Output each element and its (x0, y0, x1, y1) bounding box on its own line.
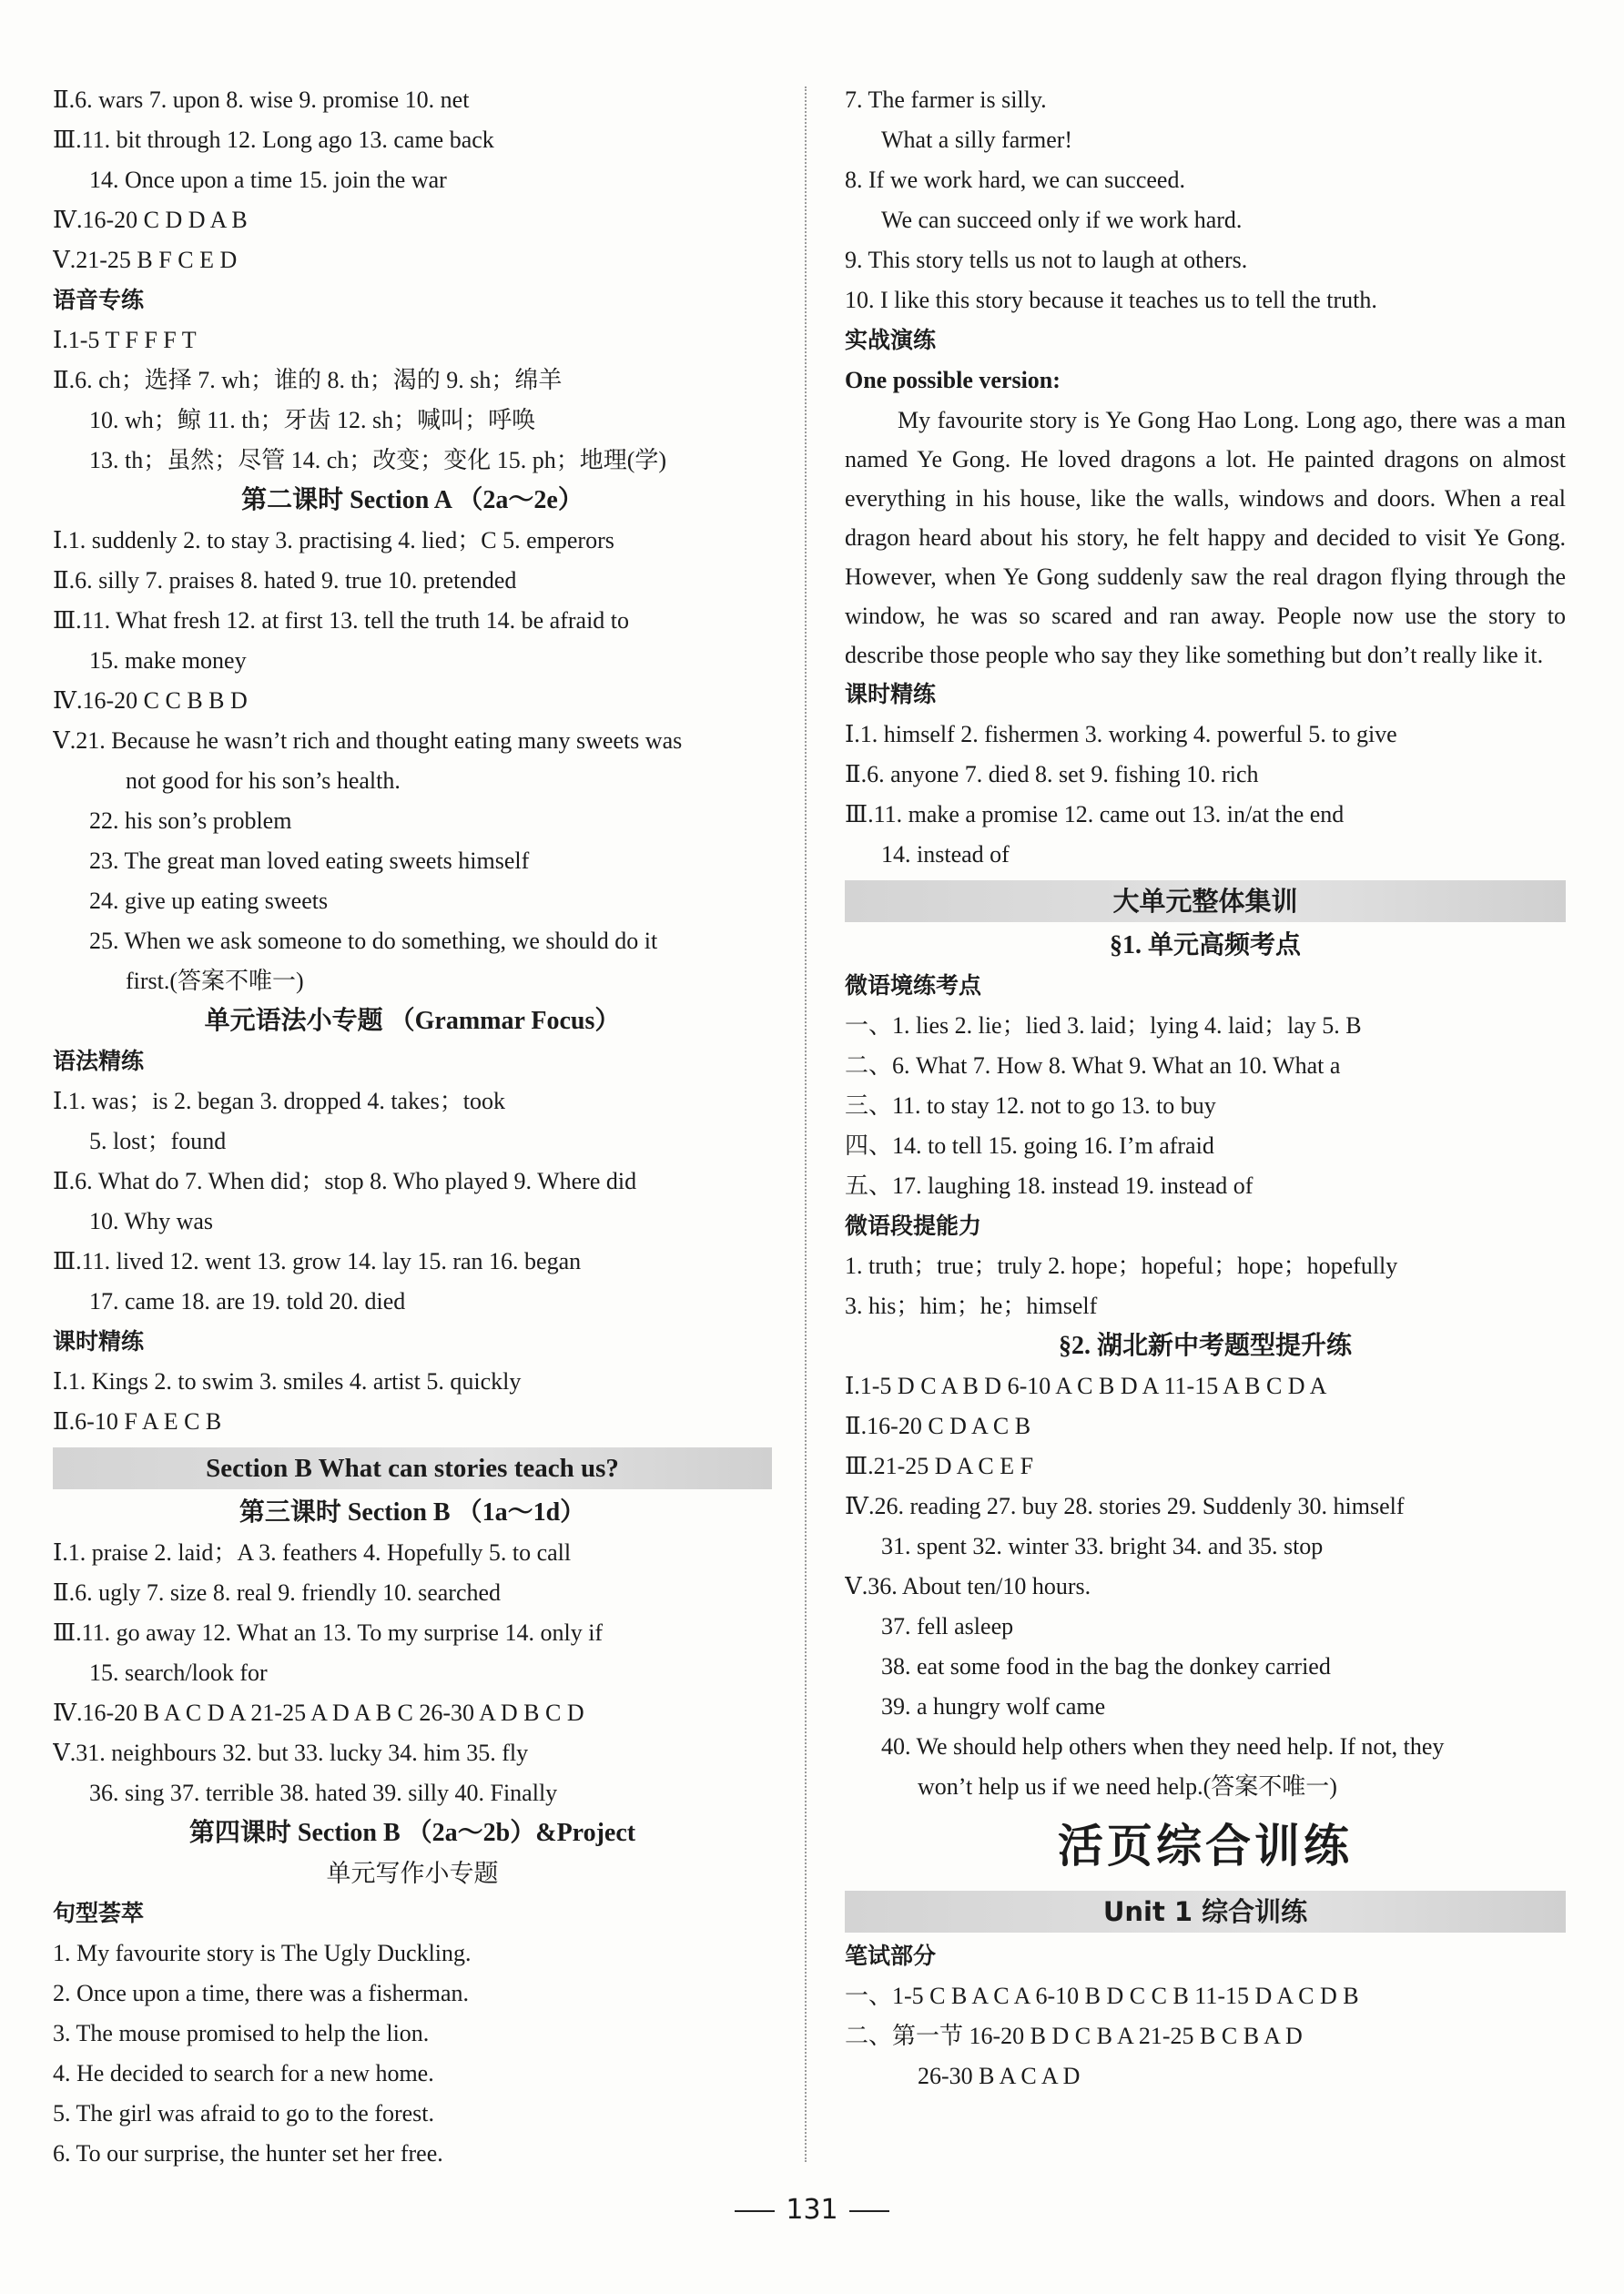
answer-line: 10. Why was (89, 1208, 214, 1234)
answer-line: Ⅴ.36. About ten/10 hours. (845, 1573, 1091, 1599)
answer-line: 14. Once upon a time 15. join the war (89, 167, 447, 193)
big-title: 活页综合训练 (1058, 1820, 1353, 1873)
answer-line: 13. th；虽然；尽管 14. ch；改变；变化 15. ph；地理(学) (89, 447, 667, 473)
answer-line: Ⅰ.1-5 D C A B D 6-10 A C B D A 11-15 A B C D A (845, 1373, 1327, 1399)
lesson-heading: 第二课时 Section A （2a～2e） (241, 486, 584, 514)
answer-line: Ⅱ.6-10 F A E C B (53, 1408, 222, 1435)
answer-line: Ⅱ.6. ch；选择 7. wh；谁的 8. th；渴的 9. sh；绵羊 (53, 367, 563, 393)
answer-line: Ⅰ.1. suddenly 2. to stay 3. practising 4. lied；C 5. emperors (53, 527, 614, 553)
answer-line: Ⅲ.21-25 D A C E F (845, 1453, 1034, 1479)
answer-line: 23. The great man loved eating sweets himself (89, 848, 530, 874)
answer-line: 17. came 18. are 19. told 20. died (89, 1288, 406, 1314)
subsection-heading: 笔试部分 (845, 1943, 937, 1969)
left-column (53, 80, 772, 2174)
page-number: 131 (786, 2194, 838, 2226)
answer-line: One possible version: (845, 367, 1061, 393)
lesson-heading: 第三课时 Section B （1a～1d） (239, 1498, 586, 1527)
answer-line: Ⅳ.16-20 C C B B D (53, 687, 248, 714)
lesson-heading: §1. 单元高频考点 (1109, 931, 1301, 959)
answer-line: Ⅳ.16-20 B A C D A 21-25 A D A B C 26-30 A D B C D (53, 1700, 584, 1726)
answer-line: 26-30 B A C A D (918, 2063, 1081, 2089)
right-top-block (845, 80, 1566, 401)
right-bottom-block (845, 675, 1566, 2096)
answer-line: Ⅱ.6. silly 7. praises 8. hated 9. true 10. pretended (53, 567, 517, 594)
answer-line: 一、1-5 C B A C A 6-10 B D C C B 11-15 D A C D B (845, 1983, 1359, 2009)
footer-dash-left (735, 2210, 775, 2212)
answer-line: 15. make money (89, 647, 247, 674)
answer-line: 38. eat some food in the bag the donkey carried (881, 1653, 1331, 1680)
answer-line: Ⅱ.6. wars 7. upon 8. wise 9. promise 10. net (53, 86, 470, 113)
answer-line: Ⅴ.31. neighbours 32. but 33. lucky 34. him 35. fly (53, 1740, 529, 1766)
answer-line: 1. truth；true；truly 2. hope；hopeful；hope；hopefully (845, 1253, 1398, 1279)
answer-line: 39. a hungry wolf came (881, 1693, 1106, 1720)
answer-line: Ⅳ.26. reading 27. buy 28. stories 29. Suddenly 30. himself (845, 1493, 1405, 1519)
answer-line: first.(答案不唯一) (126, 968, 304, 994)
lesson-heading: 单元语法小专题 （Grammar Focus） (204, 1007, 621, 1035)
answer-line: 四、14. to tell 15. going 16. I’m afraid (845, 1132, 1214, 1159)
essay-paragraph: My favourite story is Ye Gong Hao Long. Long ago, there was a man named Ye Gong. He loved dragons a lot. He painted dragons on almost everything in his house, like the walls, windows and doors. When a real dragon heard about his story, he felt happy and decided to visit Ye Gong. However, when Ye Gong suddenly saw the real dragon flying through the window, he was so scared and ran away. People now use the story to describe those people who say they like something but don’t really like it. (845, 407, 1566, 668)
answer-line: Ⅱ.6. anyone 7. died 8. set 9. fishing 10. rich (845, 761, 1259, 787)
answer-line: Ⅳ.16-20 C D D A B (53, 207, 248, 233)
answer-line: Ⅱ.6. ugly 7. size 8. real 9. friendly 10. searched (53, 1579, 502, 1606)
answer-line: 二、6. What 7. How 8. What 9. What an 10. What a (845, 1052, 1341, 1079)
page-footer (0, 2194, 1624, 2226)
subtitle: 单元写作小专题 (326, 1860, 499, 1887)
answer-line: Ⅲ.11. make a promise 12. came out 13. in/at the end (845, 801, 1345, 827)
subsection-heading: 句型荟萃 (53, 1900, 145, 1926)
subsection-heading: 微语段提能力 (845, 1213, 982, 1239)
answer-line: Ⅴ.21. Because he wasn’t rich and thought eating many sweets was (53, 727, 683, 754)
answer-line: 6. To our surprise, the hunter set her free. (53, 2140, 443, 2167)
answer-line: Ⅱ.6. What do 7. When did；stop 8. Who played 9. Where did (53, 1168, 637, 1194)
answer-line: not good for his son’s health. (126, 767, 401, 794)
answer-line: We can succeed only if we work hard. (881, 207, 1243, 233)
answer-line: 40. We should help others when they need help. If not, they (881, 1733, 1445, 1760)
answer-line: 25. When we ask someone to do something, we should do it (89, 928, 658, 954)
subsection-heading: 语法精练 (53, 1048, 145, 1074)
section-banner: Section B What can stories teach us? (53, 1447, 772, 1489)
answer-line: Ⅰ.1. himself 2. fishermen 3. working 4. powerful 5. to give (845, 721, 1397, 747)
answer-line: 8. If we work hard, we can succeed. (845, 167, 1185, 193)
lesson-heading: 第四课时 Section B （2a～2b）&Project (188, 1819, 636, 1847)
right-column (845, 80, 1566, 2096)
subsection-heading: 语音专练 (53, 287, 145, 313)
answer-line: Ⅴ.21-25 B F C E D (53, 247, 238, 273)
answer-line: 5. lost；found (89, 1128, 227, 1154)
answer-line: Ⅲ.11. lived 12. went 13. grow 14. lay 15. ran 16. began (53, 1248, 582, 1274)
answer-line: 1. My favourite story is The Ugly Duckling. (53, 1940, 472, 1966)
answer-line: 15. search/look for (89, 1660, 268, 1686)
answer-line: 3. The mouse promised to help the lion. (53, 2020, 430, 2046)
answer-line: 3. his；him；he；himself (845, 1293, 1098, 1319)
answer-line: won’t help us if we need help.(答案不唯一) (918, 1773, 1337, 1800)
subsection-heading: 课时精练 (845, 681, 937, 707)
answer-line: 5. The girl was afraid to go to the forest. (53, 2100, 435, 2127)
answer-line: Ⅲ.11. What fresh 12. at first 13. tell the truth 14. be afraid to (53, 607, 630, 634)
answer-line: 36. sing 37. terrible 38. hated 39. silly 40. Finally (89, 1780, 558, 1806)
answer-line: 五、17. laughing 18. instead 19. instead of (845, 1172, 1254, 1199)
answer-line: 二、第一节 16-20 B D C B A 21-25 B C B A D (845, 2023, 1303, 2049)
answer-line: Ⅰ.1-5 T F F F T (53, 327, 197, 353)
answer-line: Ⅰ.1. praise 2. laid；A 3. feathers 4. Hopefully 5. to call (53, 1539, 572, 1566)
answer-line: 一、1. lies 2. lie；lied 3. laid；lying 4. laid；lay 5. B (845, 1012, 1362, 1039)
answer-line: 37. fell asleep (881, 1613, 1014, 1639)
answer-line: 10. wh；鲸 11. th；牙齿 12. sh；喊叫；呼唤 (89, 407, 536, 433)
answer-line: Ⅲ.11. bit through 12. Long ago 13. came back (53, 127, 494, 153)
answer-line: 14. instead of (881, 841, 1010, 868)
subsection-heading: 实战演练 (845, 327, 937, 353)
subsection-heading: 微语境练考点 (845, 972, 982, 999)
column-divider (805, 86, 807, 2162)
answer-line: 4. He decided to search for a new home. (53, 2060, 434, 2086)
section-banner: Unit 1 综合训练 (845, 1891, 1566, 1933)
answer-line: 24. give up eating sweets (89, 888, 329, 914)
answer-line: 22. his son’s problem (89, 807, 292, 834)
answer-line: 9. This story tells us not to laugh at others. (845, 247, 1248, 273)
subsection-heading: 课时精练 (53, 1328, 145, 1355)
answer-line: 2. Once upon a time, there was a fisherman. (53, 1980, 470, 2006)
answer-line: Ⅲ.11. go away 12. What an 13. To my surprise 14. only if (53, 1619, 604, 1646)
answer-line: Ⅰ.1. was；is 2. began 3. dropped 4. takes；took (53, 1088, 505, 1114)
section-banner: 大单元整体集训 (845, 880, 1566, 922)
answer-line: 7. The farmer is silly. (845, 86, 1047, 113)
answer-line: Ⅰ.1. Kings 2. to swim 3. smiles 4. artist 5. quickly (53, 1368, 522, 1395)
footer-dash-right (849, 2210, 889, 2212)
answer-line: What a silly farmer! (881, 127, 1073, 153)
lesson-heading: §2. 湖北新中考题型提升练 (1058, 1332, 1352, 1360)
answer-line: Ⅱ.16-20 C D A C B (845, 1413, 1031, 1439)
answer-line: 三、11. to stay 12. not to go 13. to buy (845, 1092, 1216, 1119)
answer-line: 10. I like this story because it teaches us to tell the truth. (845, 287, 1377, 313)
answer-line: 31. spent 32. winter 33. bright 34. and 35. stop (881, 1533, 1324, 1559)
